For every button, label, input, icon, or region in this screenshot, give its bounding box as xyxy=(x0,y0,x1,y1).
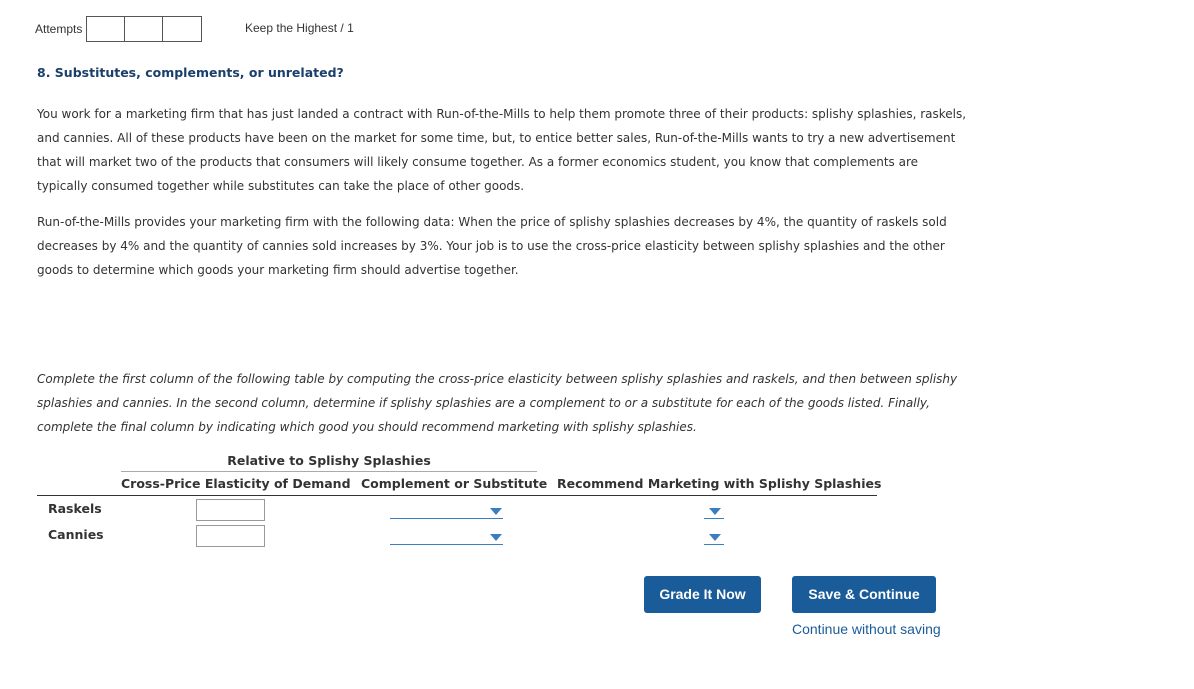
save-and-continue-button[interactable]: Save & Continue xyxy=(792,576,936,613)
table-header-divider xyxy=(37,495,877,496)
dropdown-arrow-icon xyxy=(490,534,502,541)
attempt-box xyxy=(125,17,163,41)
attempt-box xyxy=(87,17,125,41)
dropdown-arrow-icon xyxy=(490,508,502,515)
dropdown-arrow-icon xyxy=(709,508,721,515)
attempt-boxes xyxy=(86,16,202,42)
keep-highest-label: Keep the Highest / 1 xyxy=(245,21,354,35)
scenario-paragraph: You work for a marketing firm that has just landed a contract with Run-of-the-Mills to help them promote three of their products: splishy splashies, raskels, and cannies. All of these products have been on the market for some time, but, to entice better sales, Run-of-the-Mills wants to try a new advertisement that will market two of the products that consumers will likely consume together. As a former economics student, you know that complements are typically consumed together while substitutes can take the place of other goods. xyxy=(37,107,967,193)
attempt-box xyxy=(163,17,201,41)
column-header-elasticity: Cross-Price Elasticity of Demand xyxy=(121,476,351,491)
cannies-recommend-dropdown[interactable] xyxy=(704,526,724,545)
data-paragraph: Run-of-the-Mills provides your marketing firm with the following data: When the price of splishy splashies decreases by 4%, the quantity of raskels sold decreases by 4% and the quantity of cannies sold increases by 3%. Your job is to use the cross-price elasticity between splishy splashies and the other goods to determine which goods your marketing firm should advertise together. xyxy=(37,215,947,277)
table-group-header: Relative to Splishy Splashies xyxy=(121,453,537,472)
attempts-bar xyxy=(35,16,202,42)
row-label-cannies: Cannies xyxy=(48,527,104,542)
column-header-recommend: Recommend Marketing with Splishy Splashies xyxy=(557,476,882,491)
raskels-recommend-dropdown[interactable] xyxy=(704,500,724,519)
cannies-elasticity-input[interactable] xyxy=(196,525,265,547)
row-label-raskels: Raskels xyxy=(48,501,102,516)
continue-without-saving-link[interactable]: Continue without saving xyxy=(792,621,941,637)
raskels-elasticity-input[interactable] xyxy=(196,499,265,521)
column-header-relation: Complement or Substitute xyxy=(361,476,548,491)
grade-it-now-button[interactable]: Grade It Now xyxy=(644,576,761,613)
dropdown-arrow-icon xyxy=(709,534,721,541)
cannies-relation-dropdown[interactable] xyxy=(390,526,503,545)
question-title: 8. Substitutes, complements, or unrelated? xyxy=(37,65,344,80)
attempts-label: Attempts xyxy=(35,22,83,36)
instructions-paragraph: Complete the first column of the following table by computing the cross-price elasticity between splishy splashies and raskels, and then between splishy splashies and cannies. In the second column, determine if splishy splashies are a complement to or a substitute for each of the goods listed. Finally, complete the final column by indicating which good you should recommend marketing with splishy splashies. xyxy=(37,372,958,434)
raskels-relation-dropdown[interactable] xyxy=(390,500,503,519)
